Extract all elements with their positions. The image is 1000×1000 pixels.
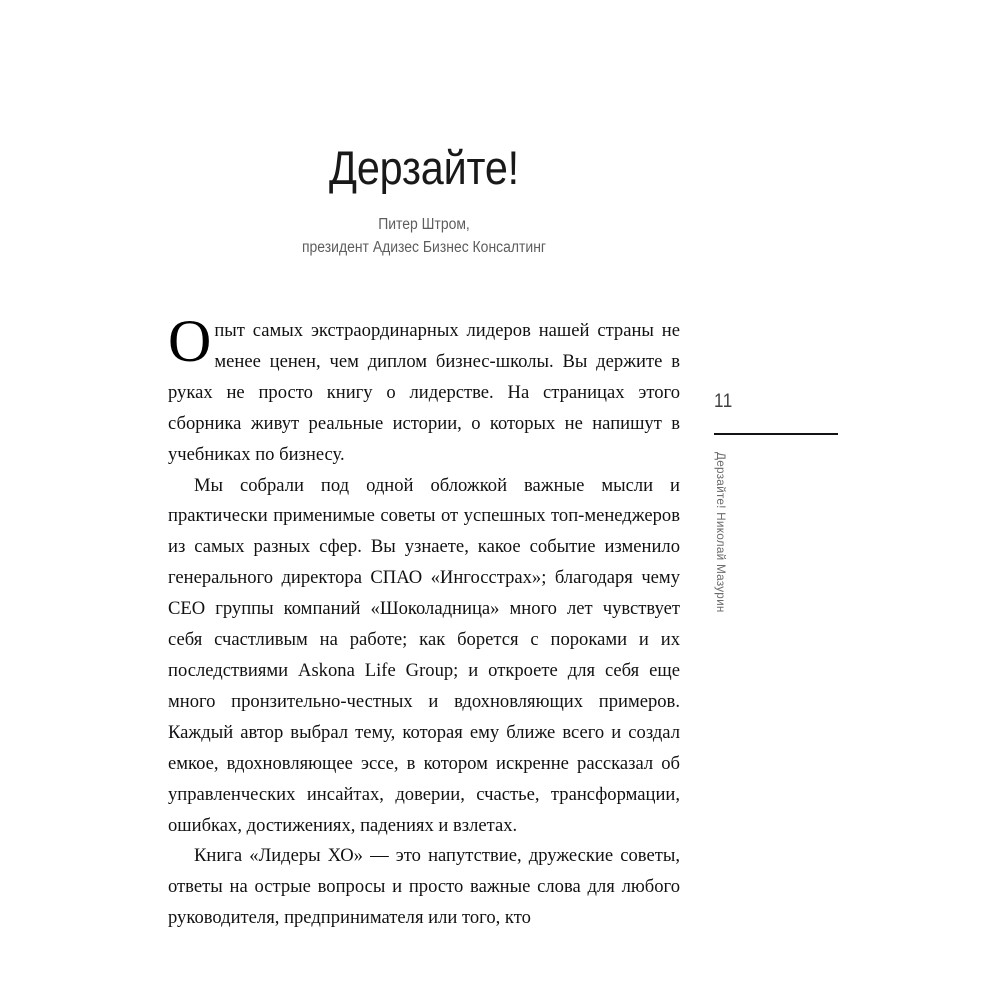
- body-paragraph: Мы собрали под одной обложкой важные мысли и практически применимые советы от успешных топ-менеджеров из самых разных сфер. Вы узнаете, какое событие изменило генерального директора СПАО «Ингосстрах»; благодаря чему CEO группы компаний «Шоколадница» много лет чувствует себя счастливым на работе; как борется с пороками и их последствиями Askona Life Group; и откроете для себя еще много пронзительно-честных и вдохновляющих примеров. Каждый автор выбрал тему, которая ему ближе всего и создал емкое, вдохновляющее эссе, в котором искренне рассказал об управленческих инсайтах, доверии, счастье, трансформации, ошибках, достижениях, падениях и взлетах.: [168, 474, 680, 836]
- body-text-column: [168, 308, 680, 934]
- body-paragraph: Опыт самых экстраординарных лидеров нашей страны не менее ценен, чем диплом бизнес-школы. Вы держите в руках не просто книгу о лидерстве. На страницах этого сборника живут реальные истории, о которых не напишут в учебниках по бизнесу.: [168, 308, 680, 465]
- folio-divider-rule: [714, 433, 838, 435]
- body-paragraph: Книга «Лидеры ХО» — это напутствие, дружеские советы, ответы на острые вопросы и просто важные слова для любого руководителя, предпринимателя или того, кто: [168, 845, 680, 929]
- page-title: Дерзайте!: [328, 141, 519, 194]
- chapter-header: [168, 143, 680, 259]
- byline-author-name: Питер Штром,: [378, 216, 470, 234]
- margin-furniture: [714, 392, 844, 435]
- running-head: Дерзайте! Николай Мазурин: [714, 452, 728, 613]
- byline-author-role: президент Адизес Бизнес Консалтинг: [301, 238, 546, 256]
- byline: [194, 214, 655, 259]
- page-number: 11: [714, 391, 733, 412]
